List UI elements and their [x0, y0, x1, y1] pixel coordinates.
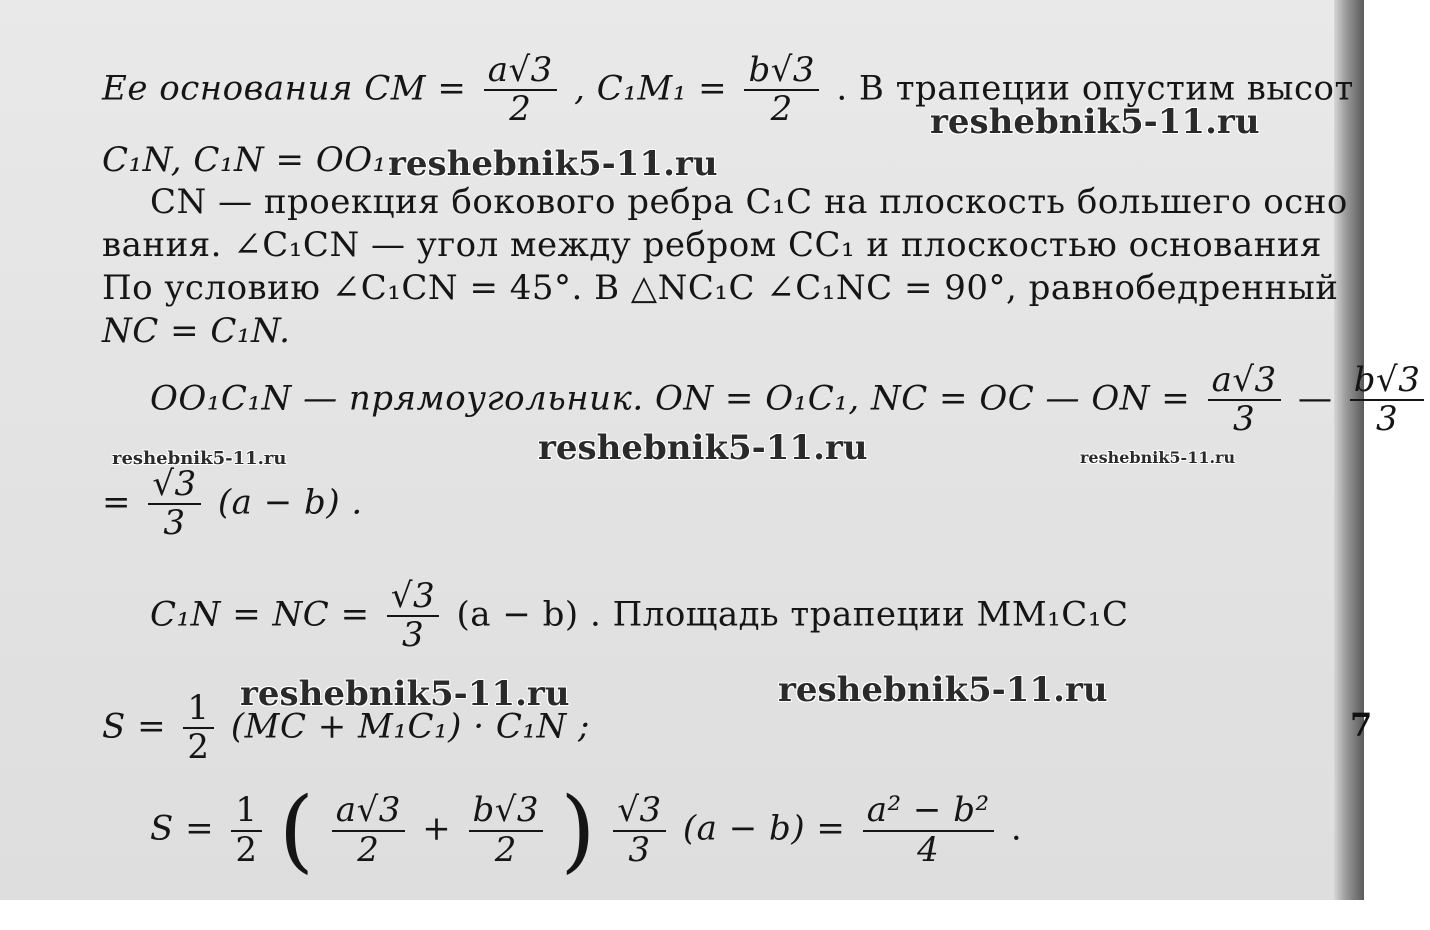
plus-sign: + [422, 808, 452, 849]
text-line-6: NC = C₁N. [102, 311, 291, 351]
watermark: reshebnik5-11.ru [112, 448, 287, 469]
line-11-dot: . [1010, 808, 1023, 849]
fraction-a-sqrt3-over-3: $\frac{a√3}{3}$ [1208, 362, 1281, 439]
fraction-b-sqrt3-over-2: $\frac{b√3}{2}$ [744, 52, 819, 129]
text-line-9 [150, 578, 1128, 655]
line-1-middle: , C₁M₁ = [574, 68, 728, 109]
close-paren: ) [560, 778, 596, 883]
fraction-a-sqrt3-over-2-b: $\frac{a√3}{2}$ [332, 792, 405, 869]
text-line-3: CN — проекция бокового ребра C₁C на плоскость большего осно [150, 182, 1348, 222]
page-number: 7 [1350, 706, 1373, 744]
line-9-start: C₁N = NC = [150, 594, 370, 635]
fraction-sqrt3-over-3: $\frac{√3}{3}$ [148, 466, 200, 543]
line-11-middle: (a − b) = [682, 808, 846, 849]
text-line-5: По условию ∠C₁CN = 45°. В △NC₁C ∠C₁NC = 90°, равнобедренный [102, 268, 1339, 308]
line-8-end: (a − b) . [217, 482, 363, 523]
line-1-start: Ее основания CM = [102, 68, 467, 109]
text-line-2: C₁N, C₁N = OO₁. [102, 140, 399, 180]
fraction-one-half: $\frac{1}{2}$ [183, 690, 213, 767]
text-line-4: вания. ∠C₁CN — угол между ребром CC₁ и плоскостью основания [102, 225, 1322, 265]
line-7-dash: — [1297, 378, 1333, 419]
watermark: reshebnik5-11.ru [930, 102, 1260, 142]
fraction-a-sqrt3-over-2: $\frac{a√3}{2}$ [484, 52, 557, 129]
line-10-start: S = [102, 706, 167, 747]
fraction-b-sqrt3-over-3: $\frac{b√3}{3}$ [1350, 362, 1425, 439]
watermark: reshebnik5-11.ru [538, 428, 868, 468]
watermark: reshebnik5-11.ru [388, 144, 718, 184]
line-11-start: S = [150, 808, 215, 849]
text-line-11 [150, 778, 1023, 883]
fraction-sqrt3-over-3-c: $\frac{√3}{3}$ [613, 792, 665, 869]
watermark: reshebnik5-11.ru [1080, 448, 1236, 467]
line-7-start: OO₁C₁N — прямоугольник. ON = O₁C₁, NC = OC — ON = [150, 378, 1191, 419]
watermark: reshebnik5-11.ru [778, 670, 1108, 710]
page-edge-shadow [1334, 0, 1364, 900]
fraction-b-sqrt3-over-2-b: $\frac{b√3}{2}$ [469, 792, 544, 869]
fraction-one-half-b: $\frac{1}{2}$ [231, 792, 261, 869]
open-paren: ( [278, 778, 315, 883]
watermark: reshebnik5-11.ru [240, 674, 570, 714]
fraction-sqrt3-over-3-b: $\frac{√3}{3}$ [387, 578, 439, 655]
line-8-equals: = [102, 482, 131, 523]
line-9-end: (a − b) . Площадь трапеции MM₁C₁C [456, 594, 1129, 635]
line-1-end: . В трапеции опустим высот [836, 68, 1354, 109]
line-10-end: (MC + M₁C₁) · C₁N ; [230, 706, 590, 747]
text-line-8 [102, 466, 363, 543]
fraction-a2-minus-b2-over-4: $\frac{\text{a² − b²}}{4}$ [863, 792, 994, 869]
